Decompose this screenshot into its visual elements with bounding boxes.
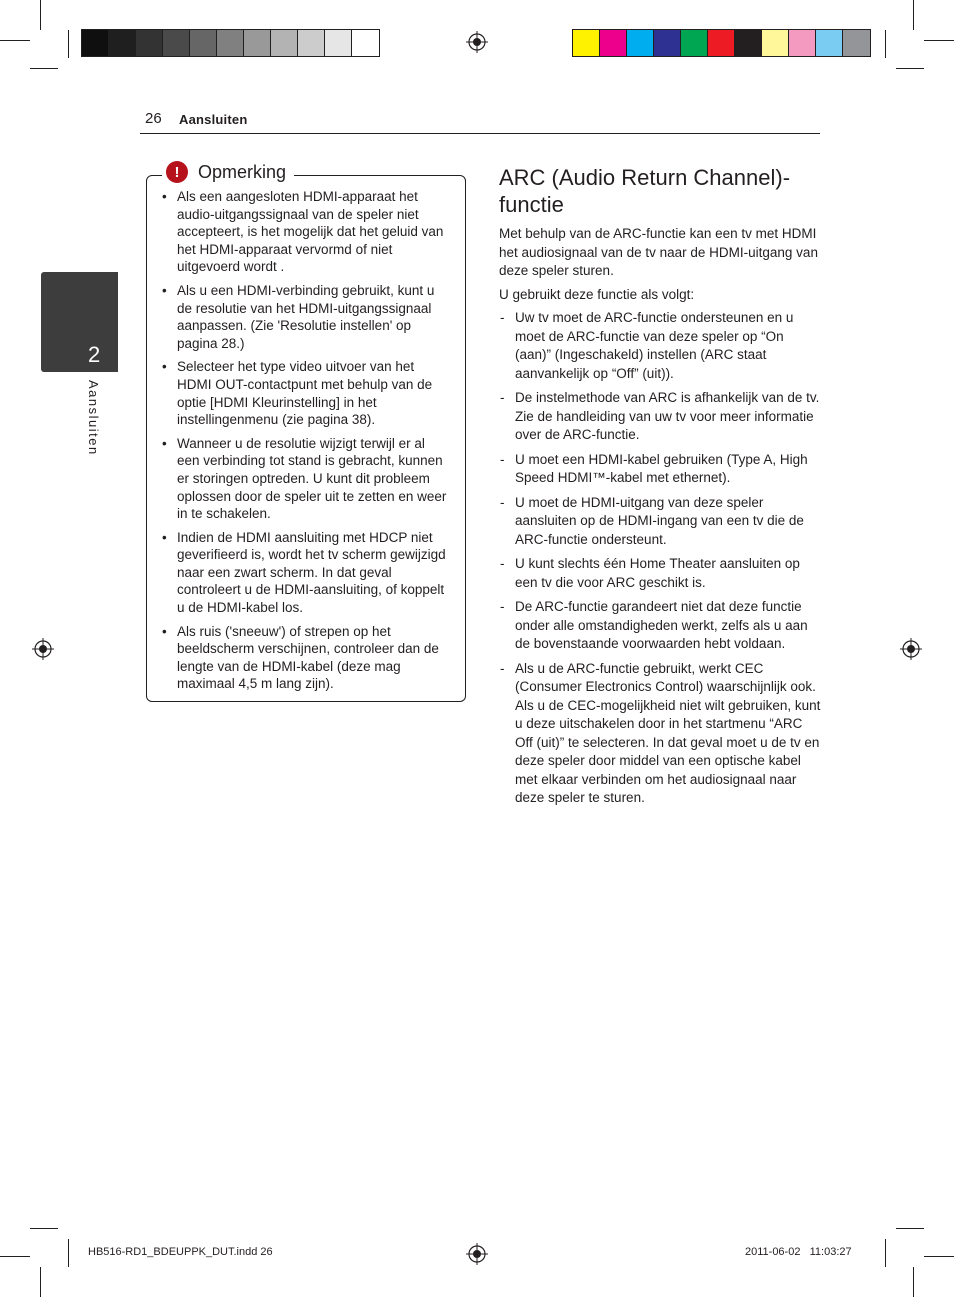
crop-mark: [913, 1267, 914, 1297]
color-swatch: [600, 30, 627, 56]
page-number: 26: [145, 110, 162, 127]
requirement-item: - Als u de ARC-functie gebruikt, werkt CEC (Consumer Electronics Control) waarschijnlijk ook. Als u de CEC-mogelijkheid niet wilt gebruiken, kunt u deze uitschakelen door in het startmenu “ARC Off (uit)” te selecteren. In dat geval moet u de tv en deze speler door middel van een optische kabel met elkaar verbinden om het audiosignaal naar deze speler te sturen.: [499, 660, 821, 808]
header-divider: [140, 133, 820, 134]
note-item: • Als ruis ('sneeuw') of strepen op het beeldscherm verschijnen, controleer dan de lengte van de HDMI-kabel (deze mag maximaal 4,5 m lang zijn).: [160, 623, 450, 693]
section-name: Aansluiten: [179, 112, 248, 127]
footer-filename: HB516-RD1_BDEUPPK_DUT.indd 26: [88, 1246, 273, 1258]
grayscale-color-bar: [81, 29, 380, 57]
crop-mark: [40, 1267, 41, 1297]
crop-mark: [0, 1256, 30, 1257]
crop-mark: [68, 1239, 69, 1267]
color-swatch: [136, 30, 163, 56]
exclamation-icon: !: [166, 161, 188, 183]
registration-mark-icon: [32, 638, 54, 660]
note-item: • Selecteer het type video uitvoer van het HDMI OUT-contactpunt met behulp van de optie [HDMI Kleurinstelling] in het instellingenmenu (zie pagina 38).: [160, 358, 450, 428]
note-header: [162, 160, 294, 184]
crop-mark: [885, 30, 886, 58]
color-swatch: [244, 30, 271, 56]
note-item: • Als u een HDMI-verbinding gebruikt, kunt u de resolutie van het HDMI-uitgangssignaal aanpassen. (Zie 'Resolutie instellen' op pagina 28.): [160, 282, 450, 352]
crop-mark: [924, 1256, 954, 1257]
chapter-tab: [41, 272, 118, 372]
color-swatch: [627, 30, 654, 56]
color-swatch: [352, 30, 379, 56]
requirement-item: - Uw tv moet de ARC-functie ondersteunen en u moet de ARC-functie van deze speler op “On (aan)” (Ingeschakeld) instellen (ARC staat aanvankelijk op “Off” (uit)).: [499, 309, 821, 383]
intro-paragraph: Met behulp van de ARC-functie kan een tv met HDMI het audiosignaal van de tv naar de HDMI-uitgang van deze speler sturen.: [499, 226, 818, 278]
color-swatch: [190, 30, 217, 56]
color-swatch: [816, 30, 843, 56]
requirements-list: [499, 309, 821, 814]
usage-paragraph: U gebruikt deze functie als volgt:: [499, 287, 695, 302]
color-swatch: [573, 30, 600, 56]
color-swatch: [109, 30, 136, 56]
requirement-item: - U moet de HDMI-uitgang van deze speler aansluiten op de HDMI-ingang van een tv die de ARC-functie ondersteunt.: [499, 494, 821, 550]
crop-mark: [68, 30, 69, 58]
crop-mark: [924, 40, 954, 41]
color-swatch: [735, 30, 762, 56]
crop-mark: [885, 1239, 886, 1267]
chapter-label: Aansluiten: [86, 380, 101, 456]
color-swatch: [654, 30, 681, 56]
crop-mark: [896, 1228, 924, 1229]
requirement-item: - U kunt slechts één Home Theater aansluiten op een tv die voor ARC geschikt is.: [499, 555, 821, 592]
footer-timestamp: 2011-06-02 11:03:27: [745, 1246, 852, 1258]
note-item: • Als een aangesloten HDMI-apparaat het audio-uitgangssignaal van de speler niet accepteert, is het mogelijk dat het geluid van het HDMI-apparaat vervormd of niet uitgevoerd wordt .: [160, 188, 450, 276]
color-swatch: [325, 30, 352, 56]
crop-mark: [913, 0, 914, 30]
requirement-item: - De ARC-functie garandeert niet dat deze functie onder alle omstandigheden werkt, zelfs als u aan de bovenstaande voorwaarden hebt voldaan.: [499, 598, 821, 654]
color-swatch: [271, 30, 298, 56]
note-title: Opmerking: [198, 161, 287, 182]
crop-mark: [30, 1228, 58, 1229]
color-swatch: [843, 30, 870, 56]
requirement-item: - U moet een HDMI-kabel gebruiken (Type A, High Speed HDMI™-kabel met ethernet).: [499, 451, 821, 488]
color-swatch: [762, 30, 789, 56]
note-item: • Indien de HDMI aansluiting met HDCP niet geverifieerd is, wordt het tv scherm gewijzigd naar een zwart scherm. In dat geval controleert u de HDMI-aansluiting, of koppelt u de HDMI-kabel los.: [160, 529, 450, 617]
color-swatch: [163, 30, 190, 56]
section-heading: ARC (Audio Return Channel)-functie: [499, 165, 791, 217]
crop-mark: [0, 40, 30, 41]
color-swatch: [708, 30, 735, 56]
chapter-number: 2: [88, 342, 101, 367]
color-swatch: [298, 30, 325, 56]
process-color-bar: [572, 29, 871, 57]
note-item: • Wanneer u de resolutie wijzigt terwijl er al een verbinding tot stand is gebracht, kunnen er storingen optreden. U kunt dit probleem oplossen door de speler uit te zetten en weer in te schakelen.: [160, 435, 450, 523]
color-swatch: [789, 30, 816, 56]
color-swatch: [82, 30, 109, 56]
color-swatch: [681, 30, 708, 56]
color-swatch: [217, 30, 244, 56]
note-list: [160, 188, 450, 699]
registration-mark-icon: [466, 31, 488, 53]
crop-mark: [40, 0, 41, 30]
registration-mark-icon: [466, 1243, 488, 1265]
requirement-item: - De instelmethode van ARC is afhankelijk van de tv. Zie de handleiding van uw tv voor meer informatie over de ARC-functie.: [499, 389, 821, 445]
crop-mark: [896, 68, 924, 69]
crop-mark: [30, 68, 58, 69]
registration-mark-icon: [900, 638, 922, 660]
